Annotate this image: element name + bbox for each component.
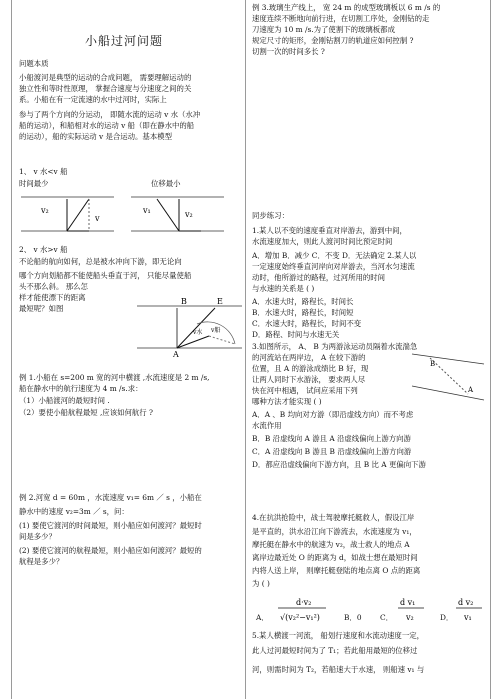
intro-paragraph: 小船渡河是典型的运动的合成问题， 需要理解运动的 独立性和等时性原理， 掌握合速度与分速度之间的关 系。小船在有一定流速的水中过河时，实际上 参与了两个方向的分运动， 即随水流的运动 v 水（水冲 船的运动），和船相对水的运动 v 船（即在静水中的船 的运动），船的实际运动 v 是合运动。基本模型 bbox=[19, 73, 201, 141]
case-1-min-time: 时间最少 bbox=[19, 179, 49, 188]
svg-text:d v₁: d v₁ bbox=[400, 598, 416, 607]
question-5: 5.某人横渡一河流， 船划行速度和水流动速度一定， 此人过河最短时间为了 T₁；若此船用最短的位移过 河，则需时间为 T₂，若船速大于水速， 则船速 v₁ 与 bbox=[252, 631, 425, 674]
svg-text:A: A bbox=[468, 386, 474, 394]
option-d-formula bbox=[454, 596, 484, 624]
practice-heading: 同步练习： bbox=[252, 211, 289, 220]
svg-text:B: B bbox=[181, 297, 187, 306]
example-3: 例 3.玻璃生产线上， 宽 24 m 的成型玻璃板以 6 m /s 的 速度连续不断地向前行进，在切割工序处，金刚钻的走 刀速度为 10 m /s.为了使割下的玻璃板都成 规定尺寸的矩形，金刚钻割刀的轨道应如何控制 ? 切割一次的时间多长 ? bbox=[252, 3, 441, 56]
case-1-diagrams bbox=[19, 191, 239, 239]
section-heading: 问题本质 bbox=[19, 59, 49, 68]
svg-text:v船: v船 bbox=[211, 327, 221, 334]
svg-text:v₁: v₁ bbox=[143, 206, 151, 215]
example-1: 例 1.小船在 s=200 m 宽的河中横渡 ,水流速度是 2 m /s, 船在静水中的航行速度为 4 m /s.求： （1）小船渡河的最短时间 . （2）要使小船航程最短 ,应该如何航行 ? bbox=[19, 373, 210, 417]
option-c-formula bbox=[396, 596, 426, 624]
svg-text:d·v₂: d·v₂ bbox=[296, 598, 312, 607]
question-4: 4.在抗洪抢险中，战士驾驶摩托艇救人，假设江岸 是平直的，洪水沿江向下游流去，水流速度为 v₁， 摩托艇在静水中的航速为 v₂，战士救人的地点 A 离岸边最近处 O 的距离为 d，如战士想在最短时间 内将人送上岸， 则摩托艇登陆的地点离 O 点的距离 为 ( ) bbox=[252, 513, 421, 588]
question-1-2: 1.某人以不变的速度垂直对岸游去，游到中间， 水流速度加大，则此人渡河时间比预定时间 A．增加 B．减少 C．不变 D．无法确定 2.某人以 一定速度始终垂直河岸向对岸游去，当河水匀速流 动时，他所游过的路程，过河所用的时间 与水速的关系是 ( ) A．水速大时，路程长，时间长 B．水速大时，路程长，时间短 C．水速大时，路程长，时间不变 D．路程、时间与水速无关 bbox=[252, 226, 417, 339]
question-3: 3.如图所示， A、 B 为两游泳运动员隔着水流湍急 的河流站在两岸边， A 在较下游的 位置，且 A 的游泳成绩比 B 好，现 让两人同时下水游泳， 要求两人尽 快在河中相遇， 试问应采用下列 哪种方法才能实现 ( ) A．A 、B 均向对方游（即沿虚线方向）而不考虑 水流作用 B．B 沿虚线向 A 游且 A 沿虚线偏向上游方向游 C．A 沿虚线向 B 游且 B 沿虚线偏向上游方向游 D．都应沿虚线偏向下游方向，且 B 比 A 更偏向下游 bbox=[252, 342, 426, 469]
case-2-paragraph: 不论船的航向如何，总是被水冲向下游，即无论向 哪个方向划船都不能使船头垂直于河， 只能尽量使船 头不那么斜。 那么怎 样才能使漂下的距离 最短呢？如图 bbox=[19, 257, 192, 313]
case-1-min-displacement: 位移最小 bbox=[151, 179, 181, 188]
option-b-label: B．0 bbox=[344, 613, 362, 622]
svg-text:v₂: v₂ bbox=[185, 210, 193, 219]
question-4-options bbox=[252, 596, 488, 626]
case-1-heading: 1、 v 水<v 船 bbox=[19, 167, 68, 176]
svg-text:d v₂: d v₂ bbox=[458, 598, 474, 607]
case-2-heading: 2、 v 水>v 船 bbox=[19, 245, 68, 254]
case-2-diagram bbox=[137, 296, 247, 358]
svg-text:B: B bbox=[430, 360, 436, 368]
svg-text:E: E bbox=[217, 297, 223, 306]
svg-text:v水: v水 bbox=[193, 329, 203, 336]
option-c-label: C． bbox=[380, 613, 394, 622]
svg-text:v₁: v₁ bbox=[464, 613, 472, 622]
svg-text:v₂: v₂ bbox=[41, 206, 49, 215]
svg-text:v: v bbox=[95, 214, 100, 223]
svg-text:A: A bbox=[173, 350, 179, 358]
option-a-formula bbox=[274, 596, 328, 624]
svg-text:v₂: v₂ bbox=[406, 613, 414, 622]
svg-text:√(v₂²−v₁²): √(v₂²−v₁²) bbox=[280, 613, 320, 622]
option-a-label: A． bbox=[256, 613, 269, 622]
option-d-label: D． bbox=[440, 613, 454, 622]
page-title: 小船过河问题 bbox=[85, 34, 164, 48]
question-3-diagram bbox=[410, 350, 486, 408]
example-2: 例 2.河宽 d = 60m ，水流速度 v₁= 6m ／ s ，小船在 静水中的速度 v₂=3m ／ s，问： (1) 要使它渡河的时间最短，则小船应如何渡河？最短时 间是多少？ (2) 要使它渡河的航程最短，则小船应如何渡河？最短的 航程是多少？ bbox=[19, 493, 202, 566]
